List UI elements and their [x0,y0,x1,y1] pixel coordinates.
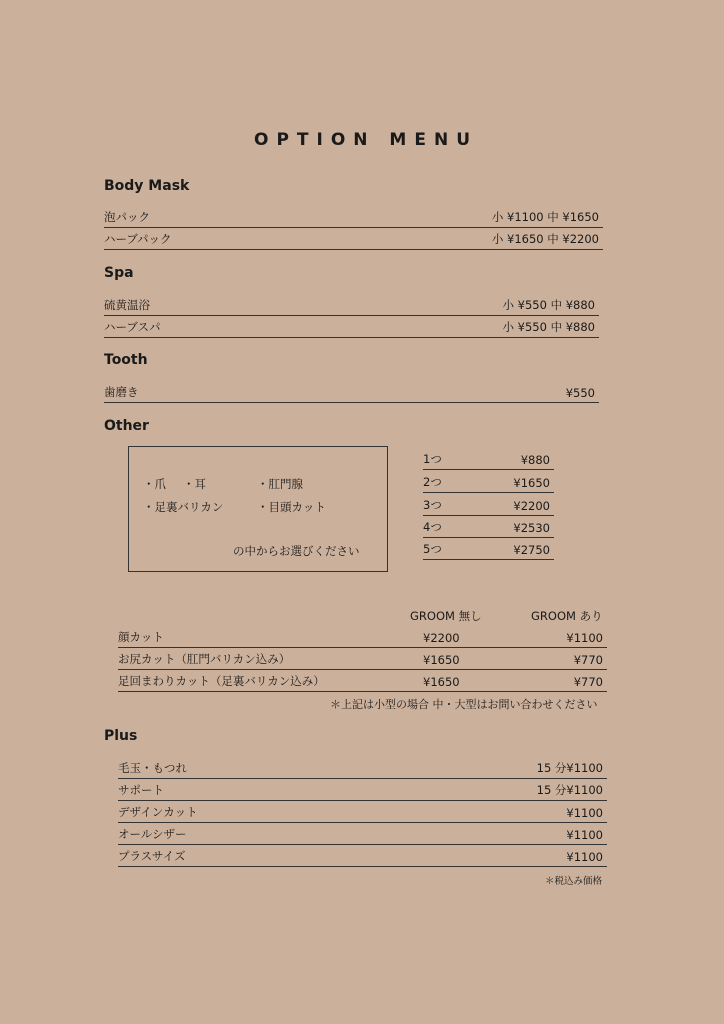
menu-row [118,803,607,823]
item-name: プラスサイズ [118,849,186,863]
count-row [423,540,554,560]
item-name: 歯磨き [104,385,139,399]
section-body-mask: Body Mask [104,178,190,194]
box-caption: の中からお選びください [233,544,360,558]
tax-note: ＊税込み価格 [545,876,603,887]
groom-none-header: GROOM 無し [410,609,482,623]
menu-row [118,781,607,801]
option-nail: ・爪 [143,477,166,491]
count-label: 2つ [423,475,442,489]
cut-price-groom: ¥1100 [566,631,603,645]
menu-row [118,825,607,845]
size-note: ＊上記は小型の場合 中・大型はお問い合わせください [330,698,598,711]
menu-row [104,318,599,338]
count-label: 1つ [423,452,442,466]
item-name: ハーブスパ [104,320,161,334]
count-row [423,496,554,516]
item-name: ハーブパック [104,232,172,246]
count-price: ¥2200 [513,499,550,513]
menu-row [118,847,607,867]
cut-name: 足回まわりカット（足裏バリカン込み） [118,674,325,688]
count-price: ¥2750 [513,543,550,557]
item-name: デザインカット [118,805,198,819]
item-price: 小 ¥550 中 ¥880 [502,298,595,312]
menu-row [104,296,599,316]
item-name: 毛玉・もつれ [118,761,187,775]
count-row [423,518,554,538]
option-eye-cut: ・目頭カット [257,500,326,514]
count-label: 3つ [423,498,442,512]
option-anal-gland: ・肛門腺 [257,477,303,491]
option-ear: ・耳 [183,477,206,491]
cut-price-no-groom: ¥1650 [423,653,460,667]
item-price: ¥1100 [566,850,603,864]
cut-price-no-groom: ¥1650 [423,675,460,689]
count-price: ¥880 [520,453,550,467]
item-name: サポート [118,783,164,797]
item-price: ¥550 [565,386,595,400]
item-price: 15 分¥1100 [536,783,603,797]
menu-row [118,759,607,779]
option-choice-box [128,446,388,572]
menu-row [104,383,599,403]
count-row [423,450,554,470]
cut-name: お尻カット（肛門バリカン込み） [118,652,291,666]
section-tooth: Tooth [104,352,148,368]
cut-name: 顔カット [118,630,164,644]
item-price: ¥1100 [566,828,603,842]
cut-row [118,650,607,670]
section-other: Other [104,418,149,434]
item-price: ¥1100 [566,806,603,820]
item-name: オールシザー [118,827,187,841]
count-label: 4つ [423,520,442,534]
count-price: ¥2530 [513,521,550,535]
cut-row [118,628,607,648]
cut-price-no-groom: ¥2200 [423,631,460,645]
count-price: ¥1650 [513,476,550,490]
item-name: 硫黄温浴 [104,298,150,312]
cut-price-groom: ¥770 [573,675,603,689]
cut-row [118,672,607,692]
menu-row [104,230,603,250]
item-price: 小 ¥1650 中 ¥2200 [491,232,599,246]
groom-yes-header: GROOM あり [531,609,603,623]
section-spa: Spa [104,265,134,281]
count-row [423,473,554,493]
section-plus: Plus [104,728,138,744]
item-price: 小 ¥550 中 ¥880 [502,320,595,334]
item-name: 泡パック [104,210,150,224]
count-label: 5つ [423,542,442,556]
menu-row [104,208,603,228]
item-price: 15 分¥1100 [536,761,603,775]
option-paw-clipper: ・足裏バリカン [143,500,224,514]
cut-price-groom: ¥770 [573,653,603,667]
page-title: OPTION MENU [254,130,478,150]
item-price: 小 ¥1100 中 ¥1650 [491,210,599,224]
